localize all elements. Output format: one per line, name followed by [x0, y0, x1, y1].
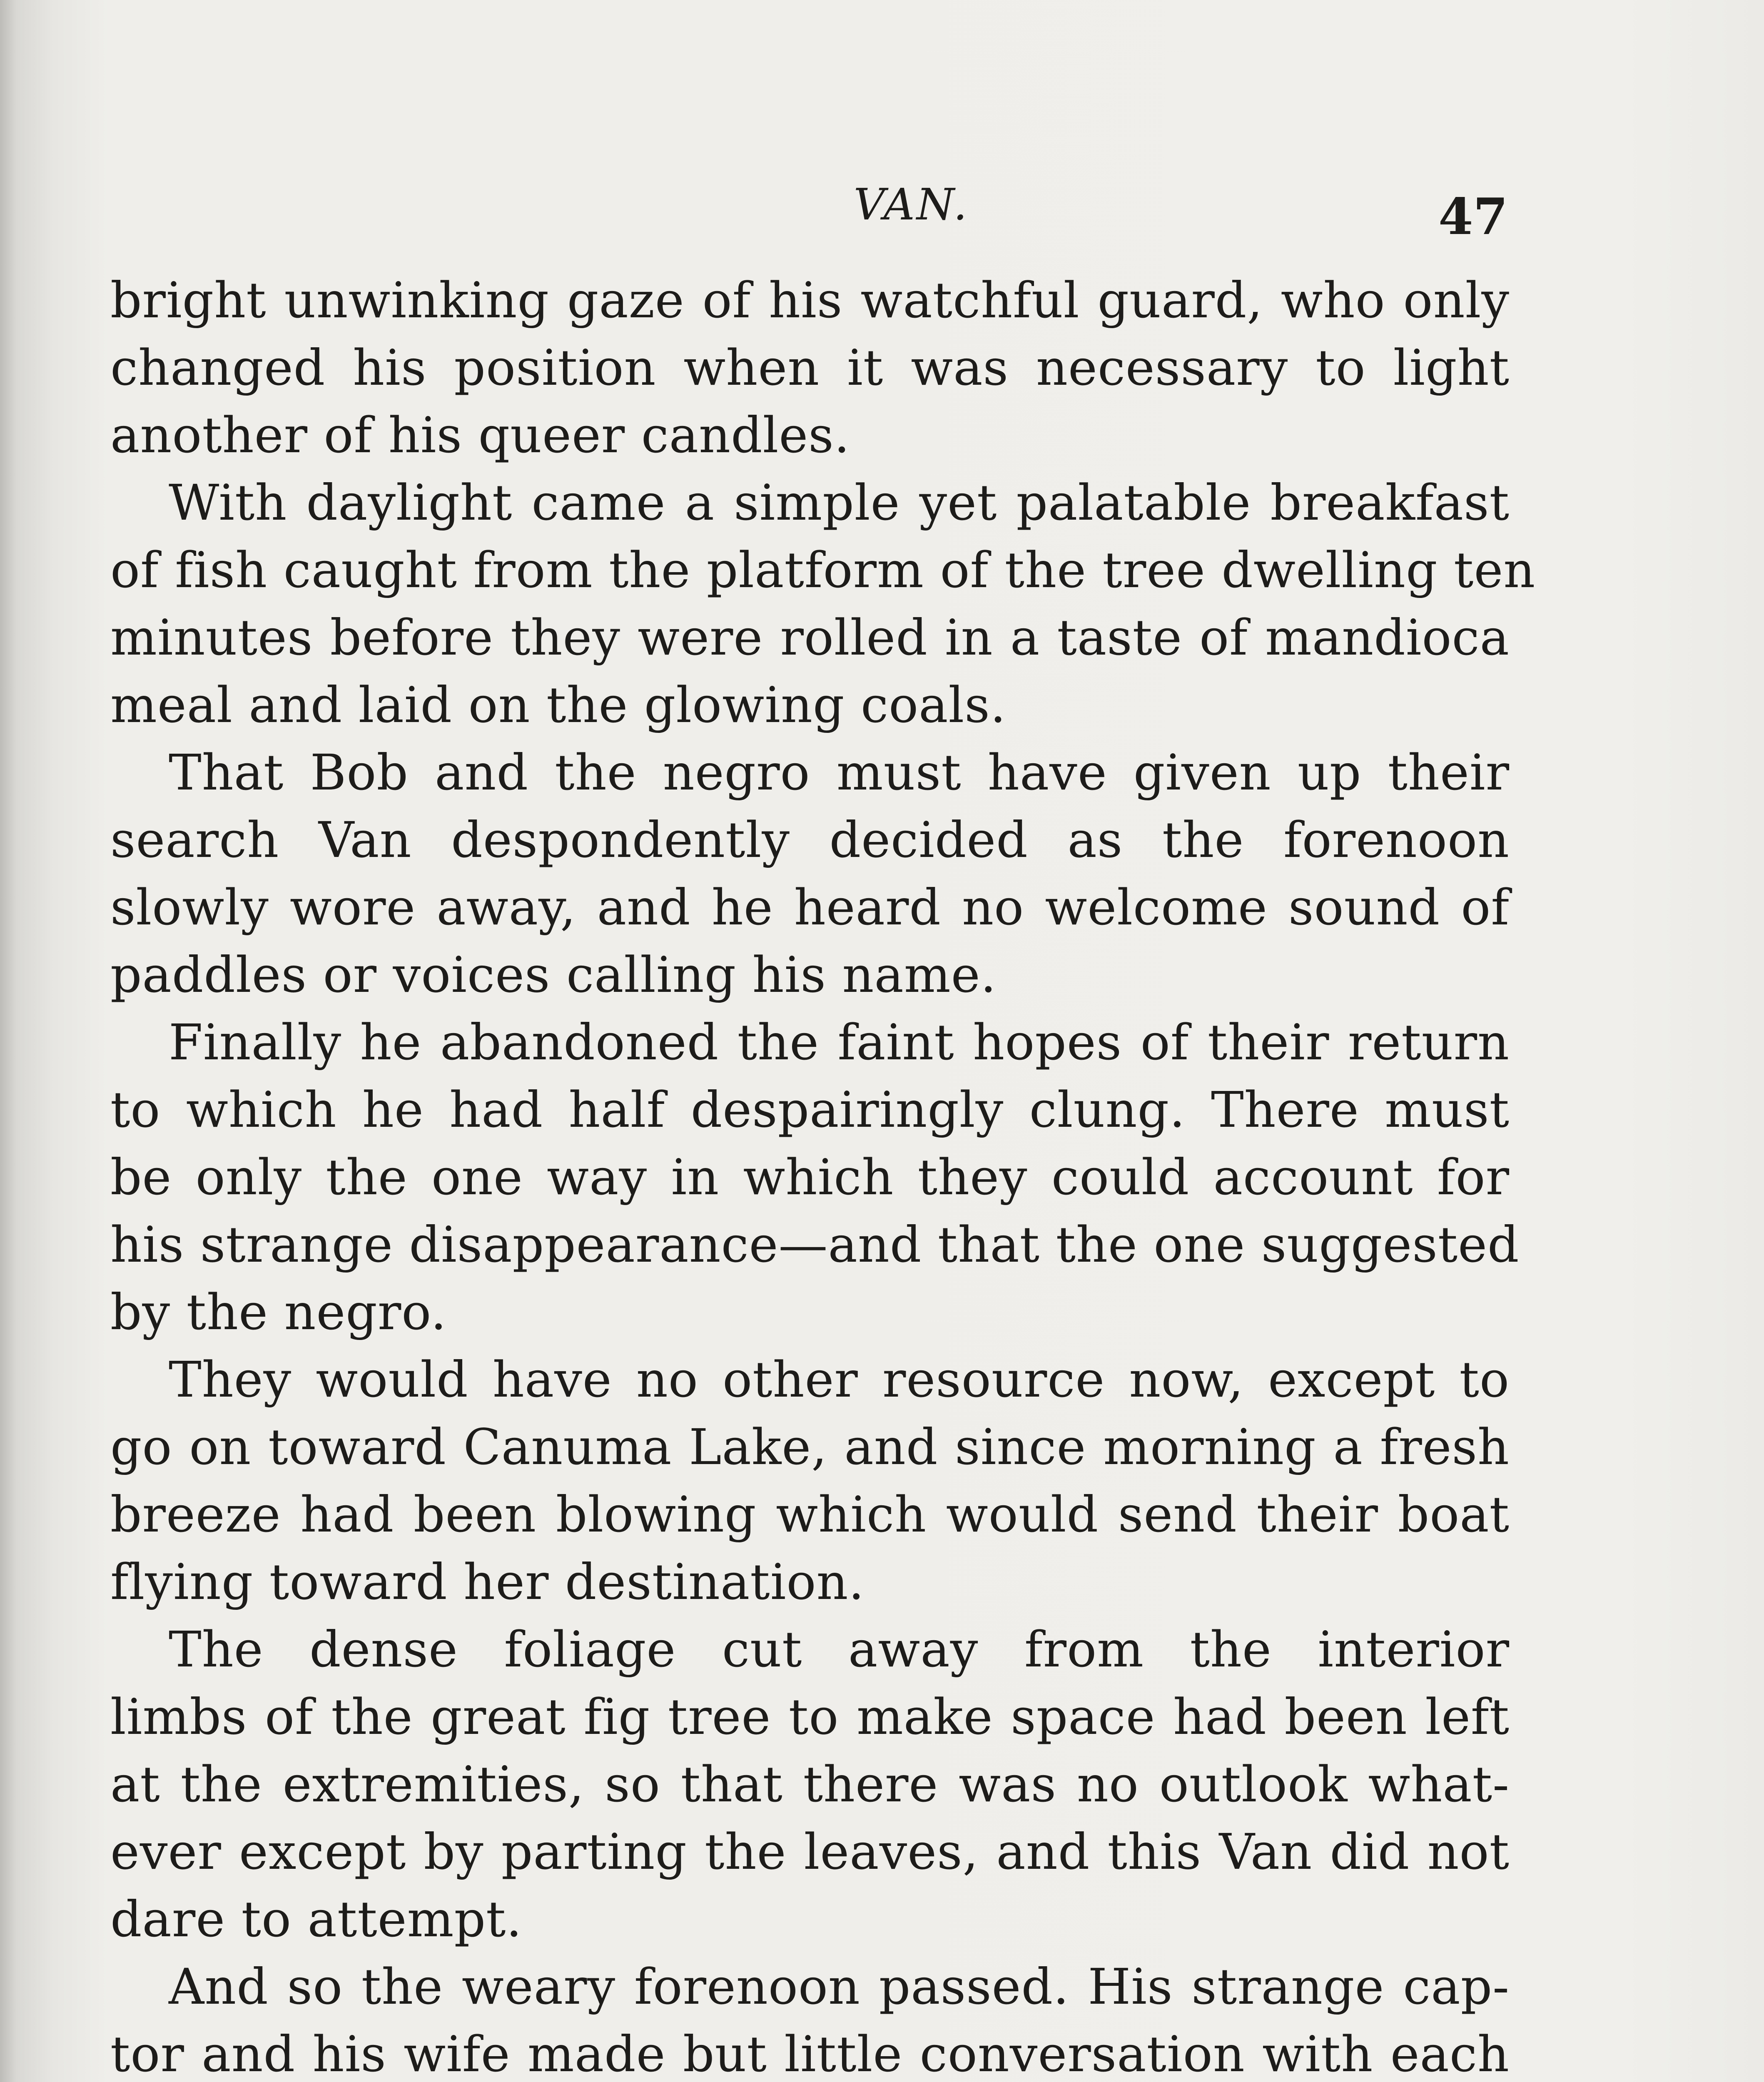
text-line: by the negro.	[110, 1283, 447, 1341]
text-line: bright unwinking gaze of his watchful guard, who only	[110, 271, 1510, 329]
text-line: minutes before they were rolled in a taste of mandioca	[110, 609, 1510, 666]
running-head: VAN.	[853, 179, 969, 230]
text-line: They would have no other resource now, except to	[169, 1351, 1510, 1408]
text-line: at the extremities, so that there was no outlook what-	[110, 1756, 1510, 1813]
text-line: ever except by parting the leaves, and this Van did not	[110, 1823, 1510, 1880]
text-line: his strange disappearance—and that the one suggested	[110, 1216, 1520, 1273]
text-line: flying toward her destination.	[110, 1553, 865, 1611]
text-line: That Bob and the negro must have given up their	[169, 744, 1510, 801]
text-line: another of his queer candles.	[110, 406, 850, 464]
text-line: meal and laid on the glowing coals.	[110, 676, 1007, 734]
body-text	[110, 266, 1536, 2082]
text-line: of fish caught from the platform of the tree dwelling ten	[110, 541, 1536, 599]
text-line: slowly wore away, and he heard no welcome sound of	[110, 879, 1510, 936]
text-line: to which he had half despairingly clung. There must	[110, 1081, 1510, 1138]
text-line: tor and his wife made but little conversation with each	[110, 2025, 1510, 2082]
text-line: paddles or voices calling his name.	[110, 946, 997, 1004]
page-number: 47	[1438, 187, 1508, 246]
text-line: dare to attempt.	[110, 1890, 522, 1948]
text-line: And so the weary forenoon passed. His strange cap-	[169, 1958, 1510, 2015]
text-line: Finally he abandoned the faint hopes of their return	[169, 1014, 1510, 1071]
text-line: breeze had been blowing which would send their boat	[110, 1486, 1510, 1543]
text-line: limbs of the great fig tree to make space had been left	[110, 1688, 1510, 1746]
text-line: changed his position when it was necessary to light	[110, 339, 1510, 396]
text-line: go on toward Canuma Lake, and since morning a fresh	[110, 1418, 1510, 1476]
text-line: The dense foliage cut away from the interior	[169, 1621, 1510, 1678]
text-line: search Van despondently decided as the forenoon	[110, 811, 1510, 869]
text-line: With daylight came a simple yet palatable breakfast	[169, 474, 1510, 531]
text-line: be only the one way in which they could account for	[110, 1148, 1510, 1206]
